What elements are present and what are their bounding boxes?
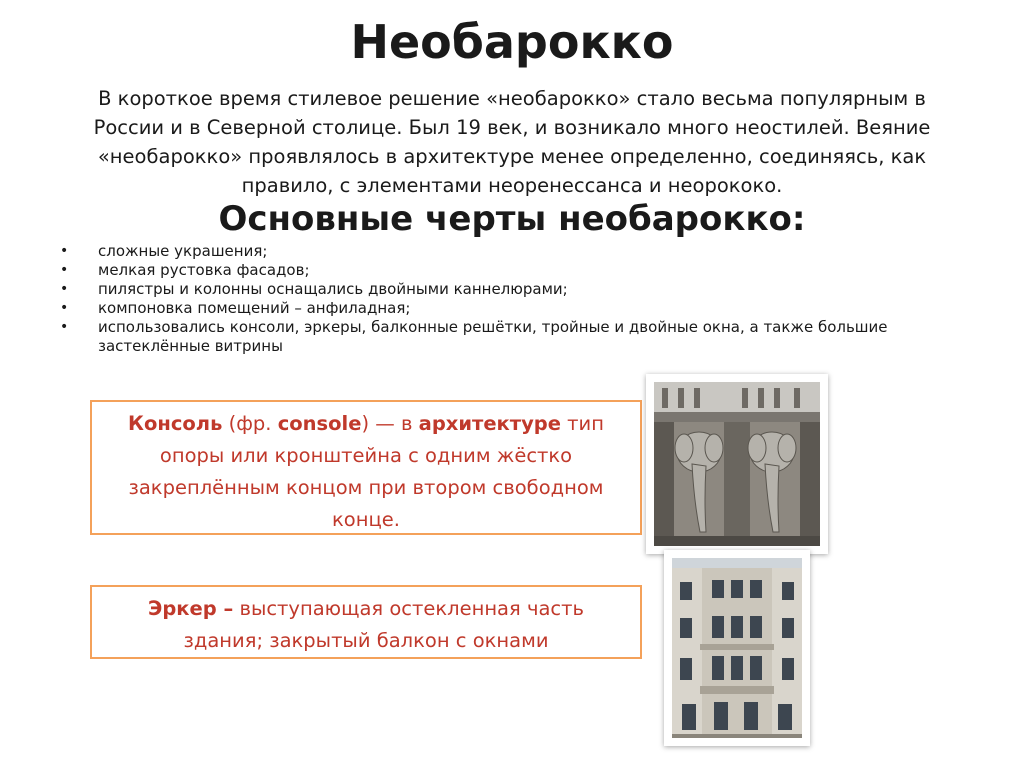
console-term: Консоль <box>128 412 223 435</box>
list-item <box>56 280 936 299</box>
bullet-icon: • <box>60 243 69 259</box>
console-def-part: (фр. <box>222 412 278 435</box>
erker-def-text: выступающая остекленная часть здания; закрытый балкон с окнами <box>183 597 584 652</box>
bullet-icon: • <box>60 281 69 297</box>
elephant-console-photo <box>646 374 828 554</box>
console-definition-box <box>90 400 642 535</box>
erker-definition-box <box>90 585 642 659</box>
console-def-text: тип опоры или кронштейна с одним жёстко закреплённым концом при втором свободном конце. <box>128 412 604 531</box>
feature-text: использовались консоли, эркеры, балконные решётки, тройные и двойные окна, а также большие застеклённые витрины <box>98 318 888 355</box>
bullet-icon: • <box>60 262 69 278</box>
feature-text: пилястры и колонны оснащались двойными каннелюрами; <box>98 280 568 298</box>
feature-text: мелкая рустовка фасадов; <box>98 261 310 279</box>
console-field-link: архитектуре <box>418 412 561 435</box>
list-item <box>56 318 936 356</box>
bay-window-image <box>672 558 802 738</box>
bay-window-building-photo <box>664 550 810 746</box>
features-list <box>56 242 936 356</box>
console-foreign-word: console <box>277 412 362 435</box>
list-item <box>56 261 936 280</box>
erker-term: Эркер – <box>148 597 234 620</box>
console-def-part: ) — в <box>361 412 419 435</box>
elephant-console-image <box>654 382 820 546</box>
feature-text: компоновка помещений – анфиладная; <box>98 299 411 317</box>
slide-title: Необарокко <box>350 15 674 69</box>
bullet-icon: • <box>60 300 69 316</box>
feature-text: сложные украшения; <box>98 242 268 260</box>
intro-paragraph: В короткое время стилевое решение «необарокко» стало весьма популярным в России и в Северной столице. Был 19 век, и возникало много неостилей. Веяние «необарокко» проявлялось в архитектуре менее определенно, соединяясь, как правило, с элементами неоренессанса и неорококо. <box>93 87 931 197</box>
bullet-icon: • <box>60 319 69 335</box>
list-item <box>56 242 936 261</box>
features-heading: Основные черты необарокко: <box>218 199 806 239</box>
list-item <box>56 299 936 318</box>
